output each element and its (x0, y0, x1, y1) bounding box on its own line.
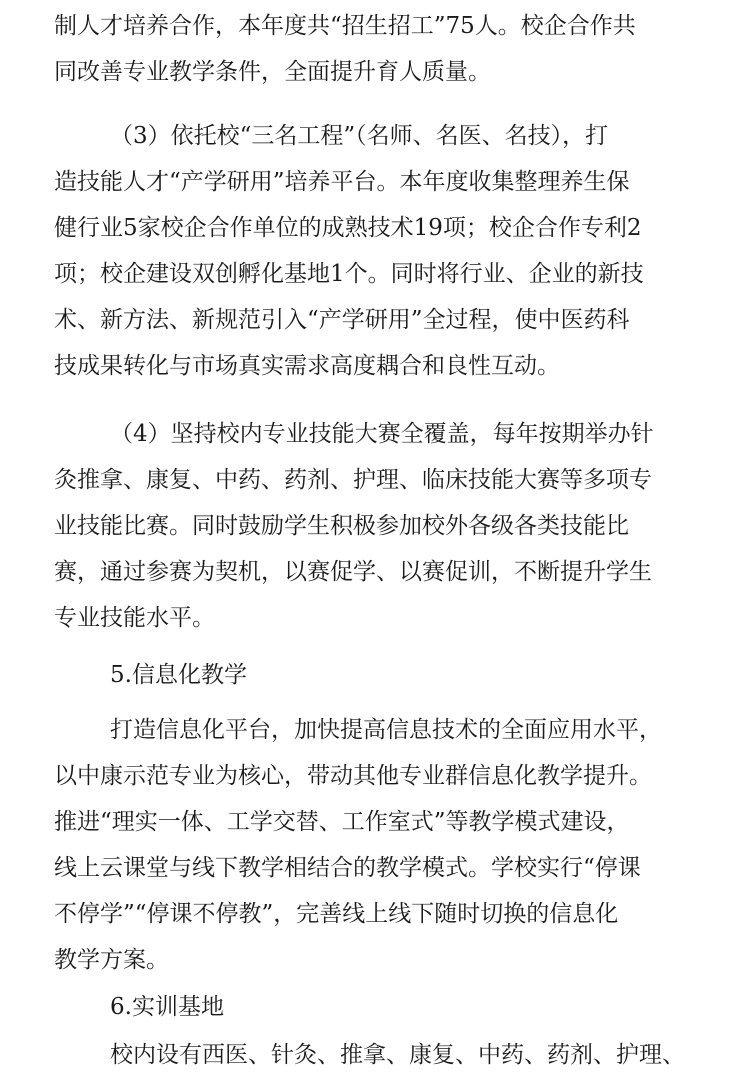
paragraph-line: 制人才培养合作，本年度共“招生招工”75人。校企合作共 (54, 13, 636, 39)
paragraph-line: 业技能比赛。同时鼓励学生积极参加校外各级各类技能比 (54, 513, 629, 539)
paragraph-line: 灸推拿、康复、中药、药剂、护理、临床技能大赛等多项专 (54, 467, 652, 493)
paragraph-line: 同改善专业教学条件，全面提升育人质量。 (54, 59, 491, 85)
paragraph-line: 打造信息化平台，加快提高信息技术的全面应用水平， (110, 717, 662, 743)
paragraph-line: （3）依托校“三名工程”（名师、名医、名技），打 (110, 123, 609, 149)
paragraph-line: （4）坚持校内专业技能大赛全覆盖，每年按期举办针 (110, 421, 654, 447)
paragraph-line: 专业技能水平。 (54, 605, 215, 631)
paragraph-line: 不停学”“停课不停教”，完善线上线下随时切换的信息化 (54, 901, 619, 927)
section-heading: 6.实训基地 (110, 994, 224, 1020)
paragraph-line: 以中康示范专业为核心，带动其他专业群信息化教学提升。 (54, 763, 652, 789)
paragraph-line: 健行业5家校企合作单位的成熟技术19项；校企合作专利2 (54, 215, 642, 241)
paragraph-line: 技成果转化与市场真实需求高度耦合和良性互动。 (54, 353, 560, 379)
paragraph-line: 项；校企建设双创孵化基地1个。同时将行业、企业的新技 (54, 261, 644, 287)
paragraph-line: 线上云课堂与线下教学相结合的教学模式。学校实行“停课 (54, 855, 641, 881)
paragraph-line: 术、新方法、新规范引入“产学研用”全过程，使中医药科 (54, 307, 630, 333)
paragraph-line: 推进“理实一体、工学交替、工作室式”等教学模式建设， (54, 809, 630, 835)
paragraph-line: 教学方案。 (54, 947, 169, 973)
paragraph-line: 造技能人才“产学研用”培养平台。本年度收集整理养生保 (54, 169, 630, 195)
paragraph-line: 校内设有西医、针灸、推拿、康复、中药、药剂、护理、 (110, 1042, 685, 1068)
paragraph-line: 赛，通过参赛为契机，以赛促学、以赛促训，不断提升学生 (54, 559, 652, 585)
section-heading: 5.信息化教学 (110, 662, 247, 688)
